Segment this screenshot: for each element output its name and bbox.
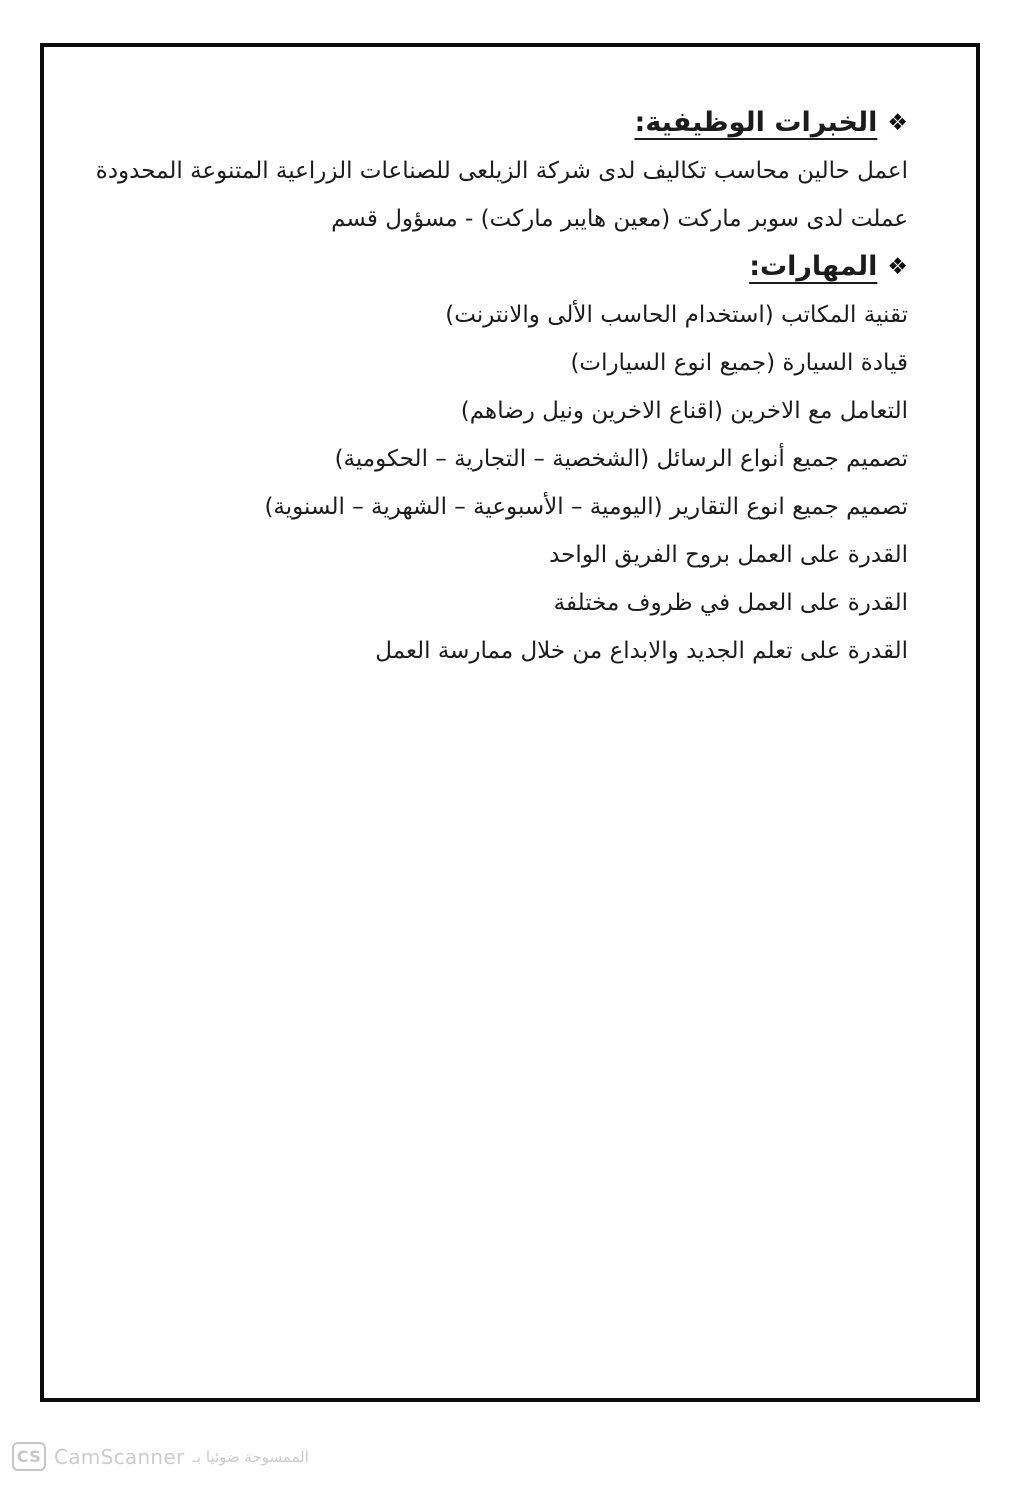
skill-line: التعامل مع الاخرين (اقناع الاخرين ونيل رضاهم) [460, 398, 908, 424]
diamond-bullet-icon: ❖ [887, 253, 908, 280]
section-title-experience: الخبرات الوظيفية: [634, 107, 878, 138]
camscanner-watermark [12, 1442, 309, 1471]
skill-line: تقنية المكاتب (استخدام الحاسب الألى والانترنت) [445, 302, 908, 328]
document-content [96, 99, 908, 675]
camscanner-logo-icon: CS [12, 1442, 46, 1471]
skill-line: تصميم جميع أنواع الرسائل (الشخصية – التجارية – الحكومية) [334, 446, 908, 472]
diamond-bullet-icon: ❖ [887, 109, 908, 136]
camscanner-brand-text: CamScanner [54, 1444, 185, 1469]
skill-line: القدرة على العمل في ظروف مختلفة [553, 590, 908, 616]
experience-line: عملت لدى سوبر ماركت (معين هايبر ماركت) - مسؤول قسم [331, 206, 908, 232]
section-header-experience [96, 99, 908, 147]
skill-line: القدرة على العمل بروح الفريق الواحد [549, 542, 908, 568]
scanned-by-text: الممسوحة ضوئيا بـ [192, 1447, 309, 1466]
experience-line: اعمل حالين محاسب تكاليف لدى شركة الزيلعى للصناعات الزراعية المتنوعة المحدودة [95, 158, 908, 184]
skill-line: تصميم جميع انوع التقارير (اليومية – الأسبوعية – الشهرية – السنوية) [264, 494, 908, 520]
skill-line: قيادة السيارة (جميع انوع السيارات) [570, 350, 908, 376]
section-title-skills: المهارات: [749, 251, 878, 282]
page-border-frame [40, 43, 980, 1402]
skill-line: القدرة على تعلم الجديد والابداع من خلال ممارسة العمل [375, 638, 908, 664]
section-header-skills [96, 243, 908, 291]
